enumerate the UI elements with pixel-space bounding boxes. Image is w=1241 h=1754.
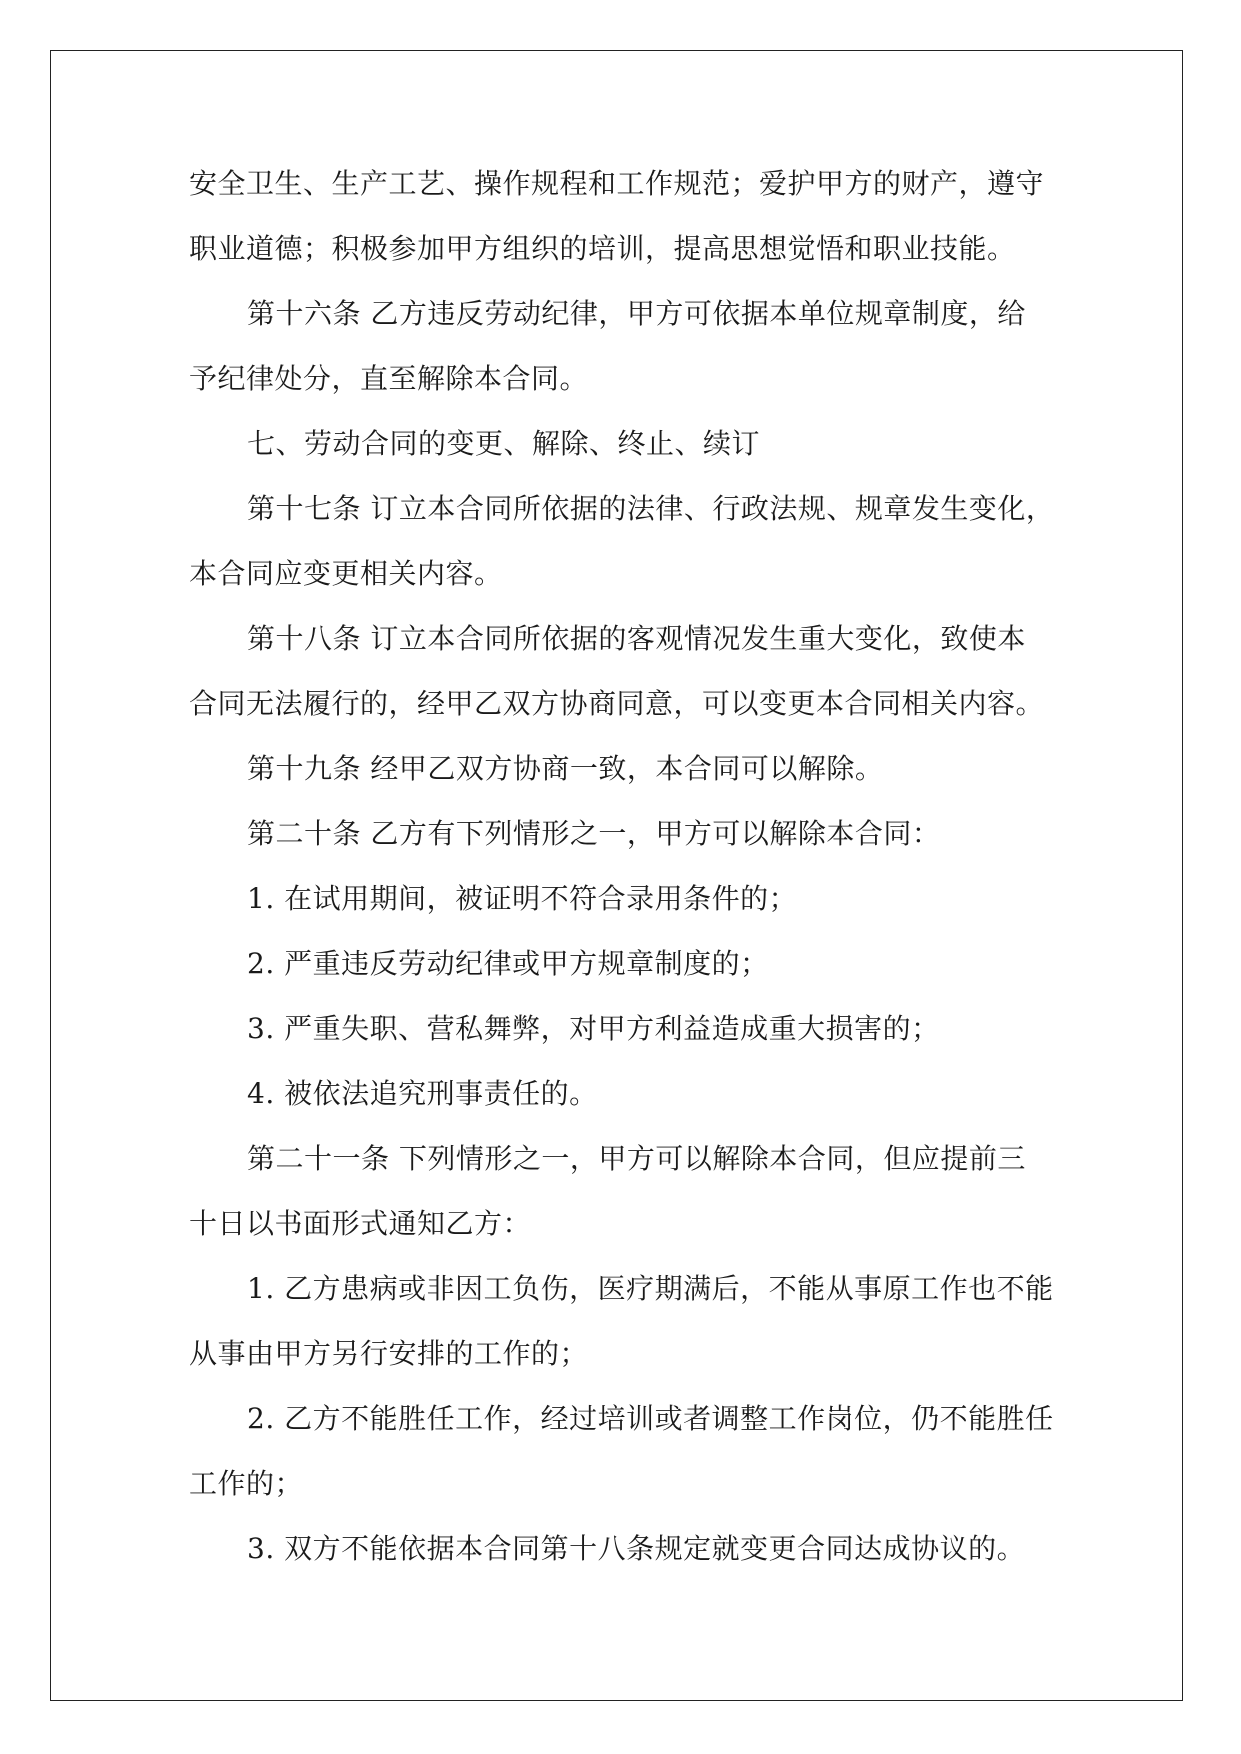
text-line: 予纪律处分，直至解除本合同。 [189,362,589,395]
article-18: 第十八条 订立本合同所依据的客观情况发生重大变化，致使本 [247,622,1026,655]
section-heading: 七、劳动合同的变更、解除、终止、续订 [247,427,761,460]
list-item: 4. 被依法追究刑事责任的。 [247,1077,598,1110]
text-line: 安全卫生、生产工艺、操作规程和工作规范；爱护甲方的财产，遵守 [189,167,1045,200]
text-line: 工作的； [189,1467,304,1500]
article-19: 第十九条 经甲乙双方协商一致，本合同可以解除。 [247,752,884,785]
article-21: 第二十一条 下列情形之一，甲方可以解除本合同，但应提前三 [247,1142,1026,1175]
list-item: 2. 严重违反劳动纪律或甲方规章制度的； [247,947,769,980]
text-line: 十日以书面形式通知乙方： [189,1207,532,1240]
list-item: 3. 双方不能依据本合同第十八条规定就变更合同达成协议的。 [247,1532,1026,1565]
article-16: 第十六条 乙方违反劳动纪律，甲方可依据本单位规章制度，给 [247,297,1026,330]
list-item: 1. 在试用期间，被证明不符合录用条件的； [247,882,798,915]
list-item: 1. 乙方患病或非因工负伤，医疗期满后，不能从事原工作也不能 [247,1272,1054,1305]
document-body [189,160,1069,1590]
list-item: 3. 严重失职、营私舞弊，对甲方利益造成重大损害的； [247,1012,940,1045]
text-line: 合同无法履行的，经甲乙双方协商同意，可以变更本合同相关内容。 [189,687,1045,720]
list-item: 2. 乙方不能胜任工作，经过培训或者调整工作岗位，仍不能胜任 [247,1402,1054,1435]
article-17: 第十七条 订立本合同所依据的法律、行政法规、规章发生变化， [247,492,1055,525]
text-line: 职业道德；积极参加甲方组织的培训，提高思想觉悟和职业技能。 [189,232,1016,265]
text-line: 从事由甲方另行安排的工作的； [189,1337,589,1370]
text-line: 本合同应变更相关内容。 [189,557,503,590]
article-20: 第二十条 乙方有下列情形之一，甲方可以解除本合同： [247,817,941,850]
